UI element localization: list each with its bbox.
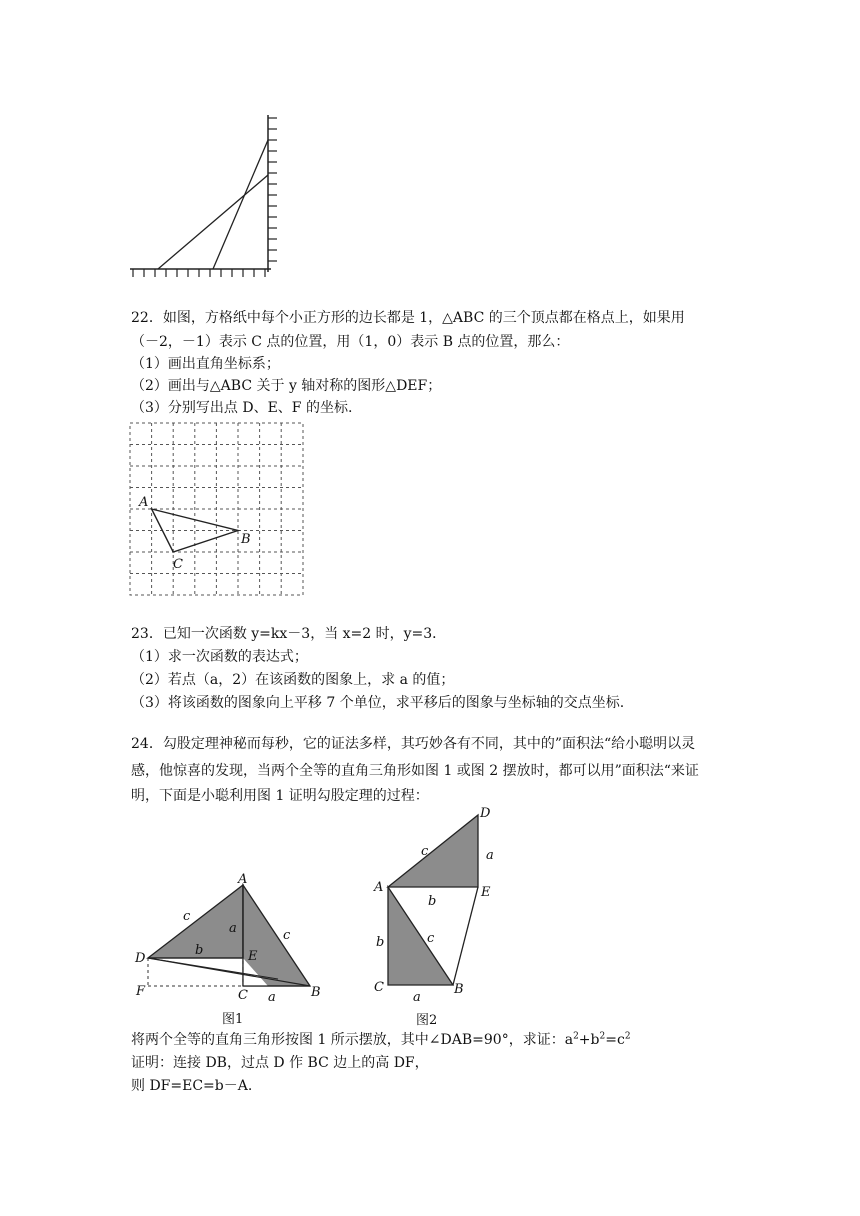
fig1-label-a1: a (229, 921, 237, 936)
grid-figure (125, 418, 310, 598)
q23-line1: 23．已知一次函数 y=kx－3，当 x=2 时，y=3． (131, 626, 447, 642)
fig1-label-a2: a (268, 990, 276, 1005)
q22-item1: （1）画出直角坐标系； (131, 356, 280, 372)
q24-para1-mid: +b (578, 1032, 600, 1048)
fig1-label-c2: c (283, 928, 291, 943)
q23-item1: （1）求一次函数的表达式； (131, 649, 308, 665)
fig1-label-D: D (135, 951, 146, 966)
q22-line2: （－2，－1）表示 C 点的位置，用（1，0）表示 B 点的位置，那么： (131, 334, 570, 350)
fig1-label-C: C (238, 988, 248, 1003)
fig2-label-B: B (454, 982, 464, 997)
fig2-label-C: C (374, 980, 384, 995)
fig2-triangle-acb (388, 887, 453, 985)
grid-label-c: C (173, 557, 183, 572)
axes-figure (125, 110, 285, 280)
q24-line2: 感，他惊喜的发现，当两个全等的直角三角形如图 1 或图 2 摆放时，都可以用”面积法“来证 (131, 763, 699, 779)
fig2-label-D: D (480, 806, 491, 821)
figure-2 (365, 805, 515, 1027)
q24-para1-prefix: 将两个全等的直角三角形按图 1 所示摆放，其中∠DAB=90°，求证：a (131, 1032, 574, 1048)
fig2-label-E: E (481, 885, 491, 900)
fig2-label-A: A (374, 880, 384, 895)
q24-line3: 明，下面是小聪利用图 1 证明勾股定理的过程： (131, 788, 429, 804)
q24-para1 (131, 1030, 631, 1050)
fig1-label-c1: c (183, 909, 191, 924)
q24-sup1: 2 (573, 1031, 579, 1042)
q24-sup2: 2 (599, 1031, 606, 1042)
grid-label-a: A (139, 495, 149, 510)
fig1-label-E: E (248, 949, 258, 964)
fig1-label-b: b (195, 943, 204, 958)
q22-item3: （3）分别写出点 D、E、F 的坐标. (131, 400, 353, 416)
q22-line1: 22．如图，方格纸中每个小正方形的边长都是 1，△ABC 的三个顶点都在格点上，如果用 (131, 310, 685, 326)
fig1-label-A: A (238, 872, 248, 887)
q24-para1-mid2: =c (605, 1032, 625, 1048)
fig2-label-b1: b (428, 894, 437, 909)
fig2-label-c2: c (427, 931, 435, 946)
fig2-label-a2: a (413, 990, 421, 1005)
fig2-triangle-aed (388, 815, 478, 887)
q24-para2: 证明：连接 DB，过点 D 作 BC 边上的高 DF， (131, 1055, 429, 1071)
fig2-caption: 图2 (416, 1013, 438, 1027)
figure-1 (128, 868, 328, 1028)
fig2-label-b2: b (376, 935, 385, 950)
q22-item2: （2）画出与△ABC 关于 y 轴对称的图形△DEF； (131, 378, 442, 394)
q24-line1: 24．勾股定理神秘而每秒，它的证法多样，其巧妙各有不同，其中的”面积法“给小聪明以灵 (131, 736, 696, 752)
q23-item2: （2）若点（a，2）在该函数的图象上，求 a 的值； (131, 672, 455, 688)
fig2-label-c1: c (421, 844, 429, 859)
q24-sup3: 2 (624, 1031, 631, 1042)
fig2-label-a1: a (486, 848, 494, 863)
q24-para3: 则 DF=EC=b－A. (131, 1078, 253, 1094)
fig1-caption: 图1 (222, 1012, 244, 1027)
q23-item3: （3）将该函数的图象向上平移 7 个单位，求平移后的图象与坐标轴的交点坐标. (131, 695, 625, 711)
grid-label-b: B (241, 532, 251, 547)
fig1-label-F: F (136, 984, 146, 999)
fig1-label-B: B (311, 985, 321, 1000)
